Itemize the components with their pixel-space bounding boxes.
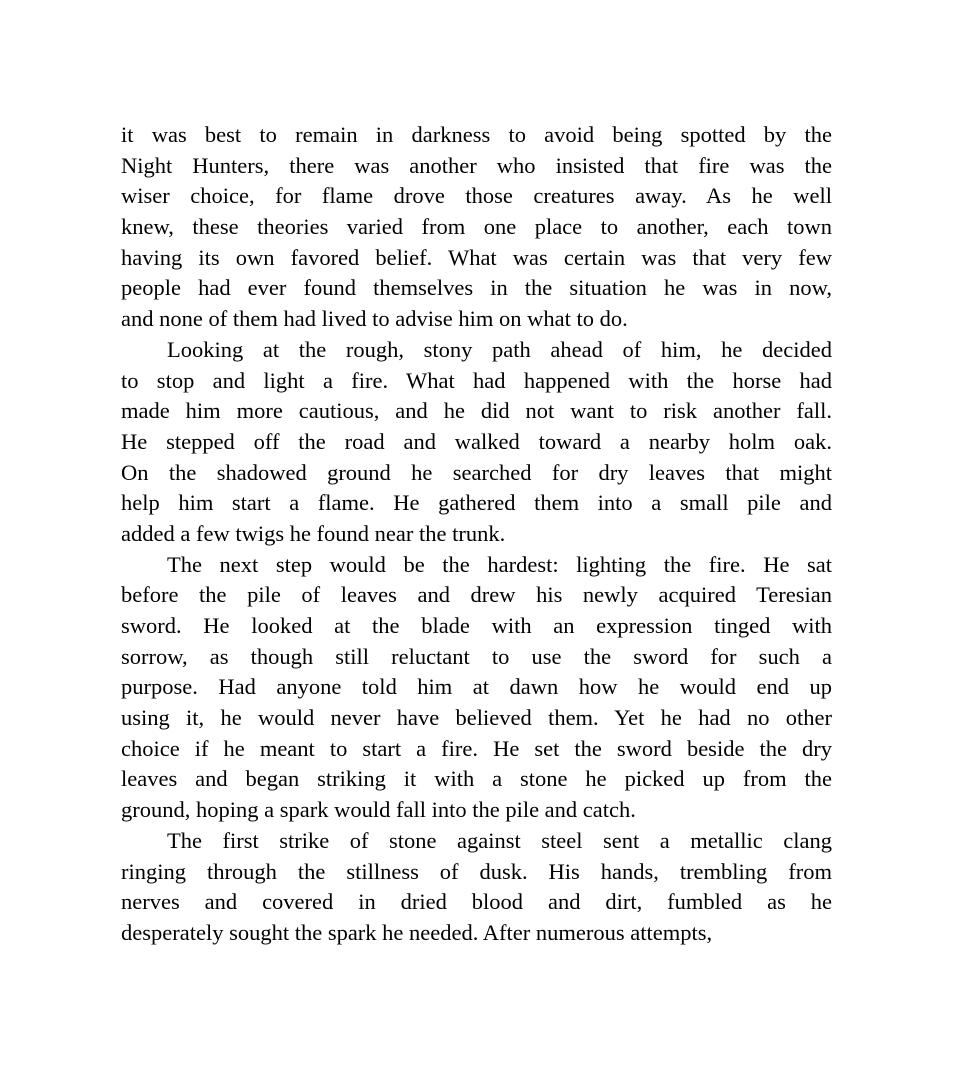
text-line: Night Hunters, there was another who insisted that fire was the	[121, 152, 832, 178]
text-line: desperately sought the spark he needed. After numerous attempts,	[121, 919, 713, 945]
text-line: help him start a flame. He gathered them into a small pile and	[121, 490, 832, 516]
paragraph	[121, 550, 832, 826]
text-line: leaves and began striking it with a stone he picked up from the	[121, 766, 832, 792]
text-line: The next step would be the hardest: lighting the fire. He sat	[167, 551, 832, 577]
text-line: it was best to remain in darkness to avoid being spotted by the	[121, 122, 832, 147]
text-line: people had ever found themselves in the situation he was in now,	[121, 275, 832, 301]
text-line: using it, he would never have believed them. Yet he had no other	[121, 705, 832, 731]
text-line: and none of them had lived to advise him on what to do.	[121, 306, 628, 332]
text-line: to stop and light a fire. What had happened with the horse had	[121, 367, 832, 393]
text-line: sword. He looked at the blade with an expression tinged with	[121, 613, 832, 638]
text-line: wiser choice, for flame drove those creatures away. As he well	[121, 183, 832, 209]
text-line: On the shadowed ground he searched for dry leaves that might	[121, 459, 832, 485]
text-line: nerves and covered in dried blood and dirt, fumbled as he	[121, 889, 832, 915]
paragraph	[121, 335, 832, 550]
text-line: added a few twigs he found near the trunk.	[121, 520, 506, 546]
paragraph	[121, 120, 832, 335]
text-line: ground, hoping a spark would fall into the pile and catch.	[121, 797, 636, 823]
text-line: purpose. Had anyone told him at dawn how he would end up	[121, 674, 832, 700]
text-line: Looking at the rough, stony path ahead of him, he decided	[167, 336, 832, 362]
text-line: before the pile of leaves and drew his newly acquired Teresian	[121, 582, 832, 608]
text-line: knew, these theories varied from one place to another, each town	[121, 214, 832, 240]
text-line: ringing through the stillness of dusk. His hands, trembling from	[121, 858, 832, 884]
text-line: choice if he meant to start a fire. He set the sword beside the dry	[121, 735, 832, 761]
page-text	[121, 120, 832, 949]
text-line: sorrow, as though still reluctant to use the sword for such a	[121, 643, 832, 669]
text-line: He stepped off the road and walked toward a nearby holm oak.	[121, 428, 832, 454]
text-line: The first strike of stone against steel sent a metallic clang	[167, 827, 832, 853]
paragraph	[121, 826, 832, 949]
text-line: made him more cautious, and he did not want to risk another fall.	[121, 398, 832, 424]
text-line: having its own favored belief. What was certain was that very few	[121, 244, 832, 270]
